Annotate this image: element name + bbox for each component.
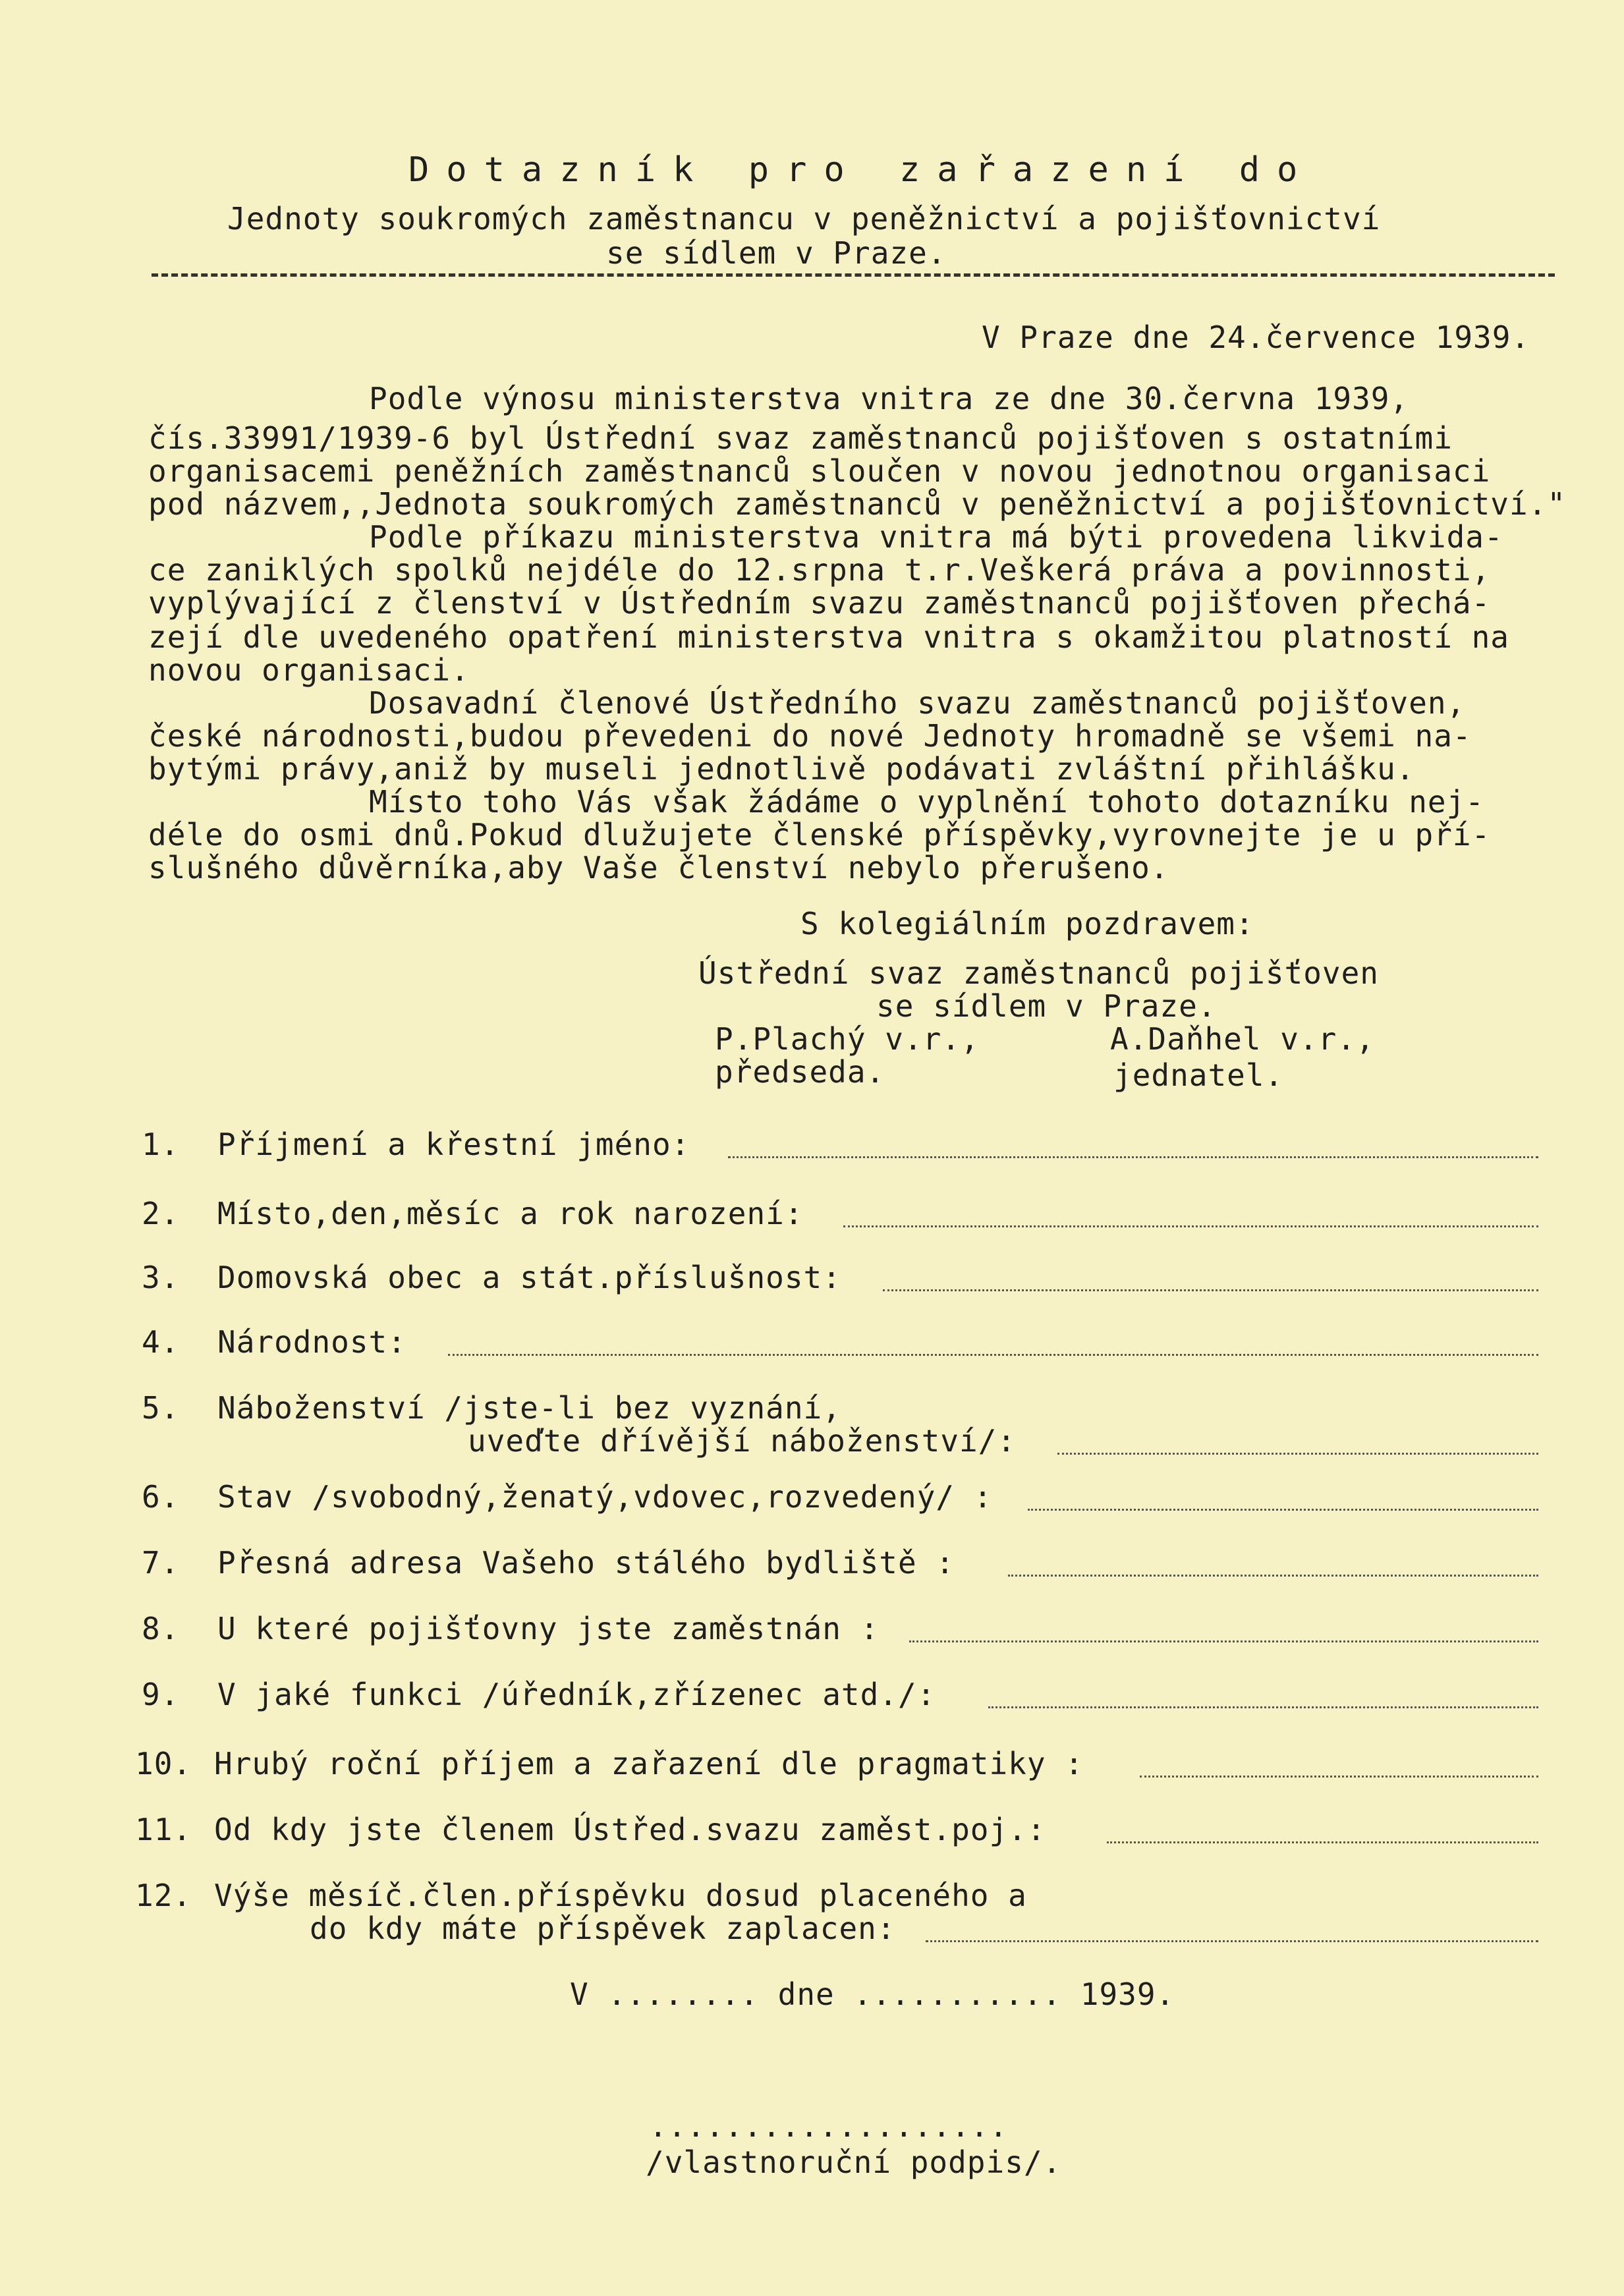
question-label-cont: do kdy máte příspěvek zaplacen: xyxy=(310,1911,896,1946)
answer-line[interactable] xyxy=(1057,1453,1538,1455)
answer-line[interactable] xyxy=(1028,1509,1538,1511)
answer-line[interactable] xyxy=(728,1156,1538,1158)
question-label: Národnost: xyxy=(217,1324,406,1360)
answer-line[interactable] xyxy=(883,1289,1538,1291)
form-title: Dotazník pro zařazení do xyxy=(408,150,1315,190)
body-line: zejí dle uvedeného opatření ministerstva vnitra s okamžitou platností na xyxy=(148,619,1509,655)
body-line: novou organisaci. xyxy=(148,652,470,688)
question-number: 7. xyxy=(142,1545,180,1581)
body-line: slušného důvěrníka,aby Vaše členství nebylo přerušeno. xyxy=(148,850,1169,885)
body-line: Podle výnosu ministerstva vnitra ze dne 30.června 1939, xyxy=(369,381,1409,416)
body-line: organisacemi peněžních zaměstnanců sloučen v novou jednotnou organisaci xyxy=(148,453,1491,489)
answer-line[interactable] xyxy=(1140,1776,1538,1778)
question-label-cont: uveďte dřívější náboženství/: xyxy=(468,1423,1017,1459)
question-number: 2. xyxy=(142,1196,180,1231)
question-number: 11. xyxy=(135,1812,192,1847)
answer-line[interactable] xyxy=(1008,1575,1538,1577)
answer-line[interactable] xyxy=(448,1354,1538,1356)
body-line: ce zaniklých spolků nejdéle do 12.srpna t.r.Veškerá práva a povinnosti, xyxy=(148,552,1491,588)
body-line: bytými právy,aniž by museli jednotlivě podávati zvláštní přihlášku. xyxy=(148,751,1415,787)
question-label: Hrubý roční příjem a zařazení dle pragmatiky : xyxy=(214,1746,1084,1781)
question-label: Přesná adresa Vašeho stálého bydliště : xyxy=(217,1545,955,1581)
question-number: 3. xyxy=(142,1260,180,1295)
signature-1-role: předseda. xyxy=(715,1054,885,1090)
signature-label: /vlastnoruční podpis/. xyxy=(646,2144,1062,2180)
answer-line[interactable] xyxy=(926,1940,1538,1942)
question-number: 5. xyxy=(142,1390,180,1426)
question-label: Domovská obec a stát.příslušnost: xyxy=(217,1260,841,1295)
signature-1-name: P.Plachý v.r., xyxy=(715,1021,980,1057)
question-label: Příjmení a křestní jméno: xyxy=(217,1127,690,1162)
body-line: Dosavadní členové Ústředního svazu zaměstnanců pojišťoven, xyxy=(369,685,1466,721)
question-number: 12. xyxy=(135,1878,192,1913)
body-line: vyplývající z členství v Ústředním svazu zaměstnanců pojišťoven přechá- xyxy=(148,585,1491,621)
answer-line[interactable] xyxy=(843,1225,1538,1227)
answer-line[interactable] xyxy=(909,1640,1538,1642)
answer-line[interactable] xyxy=(1107,1841,1538,1843)
closing-org-line1: Ústřední svaz zaměstnanců pojišťoven xyxy=(698,955,1379,991)
body-line: pod názvem,,Jednota soukromých zaměstnanců v peněžnictví a pojišťovnictví." xyxy=(148,486,1567,522)
signature-2-name: A.Daňhel v.r., xyxy=(1110,1021,1375,1057)
closing-greeting: S kolegiálním pozdravem: xyxy=(800,906,1254,941)
question-label: Místo,den,měsíc a rok narození: xyxy=(217,1196,804,1231)
question-label: Náboženství /jste-li bez vyznání, xyxy=(217,1390,841,1426)
form-subtitle-line2: se sídlem v Praze. xyxy=(606,235,947,271)
question-number: 1. xyxy=(142,1127,180,1162)
question-label: V jaké funkci /úředník,zřízenec atd./: xyxy=(217,1677,936,1712)
signature-2-role: jednatel. xyxy=(1113,1057,1284,1093)
question-number: 10. xyxy=(135,1746,192,1781)
question-label: U které pojišťovny jste zaměstnán : xyxy=(217,1611,880,1646)
date-line: V Praze dne 24.července 1939. xyxy=(982,320,1530,355)
body-line: Místo toho Vás však žádáme o vyplnění tohoto dotazníku nej- xyxy=(369,784,1484,820)
form-subtitle-line1: Jednoty soukromých zaměstnancu v peněžnictví a pojišťovnictví xyxy=(227,201,1381,237)
question-label: Od kdy jste členem Ústřed.svazu zaměst.poj.: xyxy=(214,1812,1046,1847)
body-line: české národnosti,budou převedeni do nové Jednoty hromadně se všemi na- xyxy=(148,718,1472,754)
header-divider xyxy=(152,273,1555,277)
question-number: 6. xyxy=(142,1479,180,1515)
question-number: 9. xyxy=(142,1677,180,1712)
question-number: 4. xyxy=(142,1324,180,1360)
question-label: Výše měsíč.člen.příspěvku dosud placeného a xyxy=(214,1878,1027,1913)
body-line: Podle příkazu ministerstva vnitra má býti provedena likvida- xyxy=(369,519,1503,555)
body-line: čís.33991/1939-6 byl Ústřední svaz zaměstnanců pojišťoven s ostatními xyxy=(148,420,1453,456)
question-label: Stav /svobodný,ženatý,vdovec,rozvedený/ : xyxy=(217,1479,993,1515)
signature-dots[interactable]: ................... xyxy=(649,2108,1009,2144)
answer-line[interactable] xyxy=(988,1706,1538,1708)
closing-org-line2: se sídlem v Praze. xyxy=(876,988,1217,1024)
place-date-line[interactable]: V ........ dne ........... 1939. xyxy=(570,1976,1175,2012)
body-line: déle do osmi dnů.Pokud dlužujete členské příspěvky,vyrovnejte je u pří- xyxy=(148,817,1491,853)
question-number: 8. xyxy=(142,1611,180,1646)
